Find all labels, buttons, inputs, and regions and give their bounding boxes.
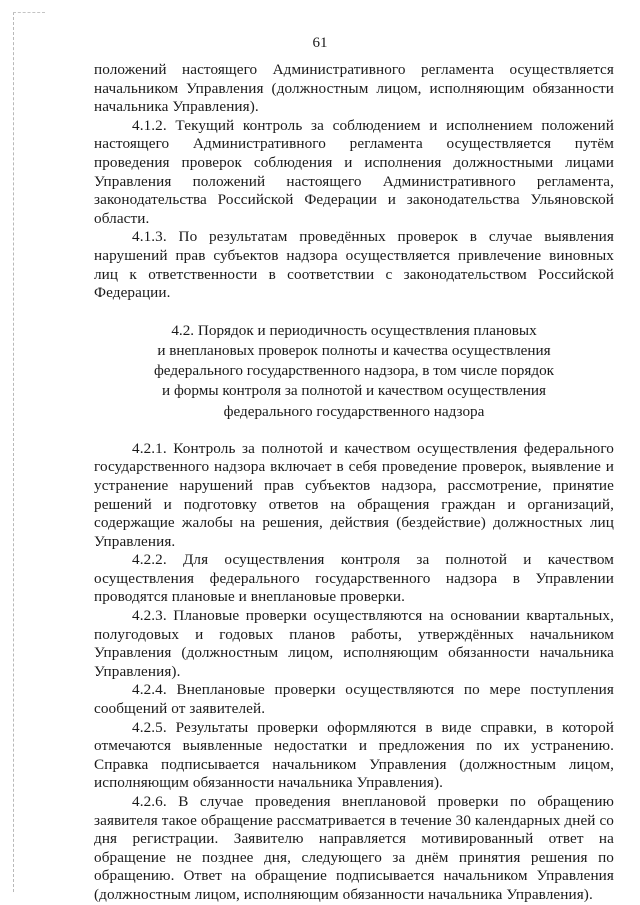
heading-line: 4.2. Порядок и периодичность осуществления плановых <box>171 321 537 339</box>
paragraph-4-2-6: 4.2.6. В случае проведения внеплановой проверки по обращению заявителя такое обращение рассматривается в течение 30 календарных дней со дня регистрации. Заявителю направляется мотивированный ответ на обращение не позднее дня, следующего за днём принятия решения по обращению. Ответ на обращение подписывается начальником Управления (должностным лицом, исполняющим обязанности начальника Управления). <box>94 793 614 903</box>
section-heading-4-2 <box>94 321 614 422</box>
paragraph-4-2-4: 4.2.4. Внеплановые проверки осуществляются по мере поступления сообщений от заявителей. <box>94 681 614 718</box>
heading-line: и формы контроля за полнотой и качеством осуществления <box>162 382 546 400</box>
paragraph-continuation: положений настоящего Административного регламента осуществляется начальником Управления (должностным лицом, исполняющим обязанности начальника Управления). <box>94 61 614 116</box>
paragraph-4-2-3: 4.2.3. Плановые проверки осуществляются на основании квартальных, полугодовых и годовых планов работы, утверждённых начальником Управления (должностным лицом, исполняющим обязанности начальника Управления). <box>94 607 614 680</box>
paragraph-4-2-5: 4.2.5. Результаты проверки оформляются в виде справки, в которой отмечаются выявленные недостатки и предложения по их устранению. Справка подписывается начальником Управления (должностным лицом, исполняющим обязанности начальника Управления). <box>94 718 614 792</box>
scan-left-edge <box>13 12 15 892</box>
paragraph-4-2-2: 4.2.2. Для осуществления контроля за полнотой и качеством осуществления федерального государственного надзора в Управлении проводятся плановые и внеплановые проверки. <box>94 551 614 606</box>
heading-line: и внеплановых проверок полноты и качества осуществления <box>157 341 551 359</box>
scan-top-mark <box>13 12 45 14</box>
page-number: 61 <box>312 35 328 51</box>
heading-line: федерального государственного надзора <box>223 402 485 420</box>
heading-line: федерального государственного надзора, в том числе порядок <box>153 362 555 380</box>
paragraph-4-1-2: 4.1.2. Текущий контроль за соблюдением и исполнением положений настоящего Административного регламента осуществляется путём проведения проверок соблюдения и исполнения должностными лицами Управления положений настоящего Административного регламента, законодательства Российской Федерации и законодательства Ульяновской области. <box>94 116 614 227</box>
paragraph-4-1-3: 4.1.3. По результатам проведённых проверок в случае выявления нарушений прав субъектов надзора осуществляется привлечение виновных лиц к ответственности в соответствии с законодательством Российской Федерации. <box>94 228 614 302</box>
paragraph-4-2-1: 4.2.1. Контроль за полнотой и качеством осуществления федерального государственного надзора включает в себя проведение проверок, выявление и устранение нарушений прав субъектов надзора, рассмотрение, принятие решений и подготовку ответов на обращения граждан и организаций, содержащие жалобы на решения, действия (бездействие) должностных лиц Управления. <box>94 439 614 550</box>
document-body <box>94 61 614 905</box>
